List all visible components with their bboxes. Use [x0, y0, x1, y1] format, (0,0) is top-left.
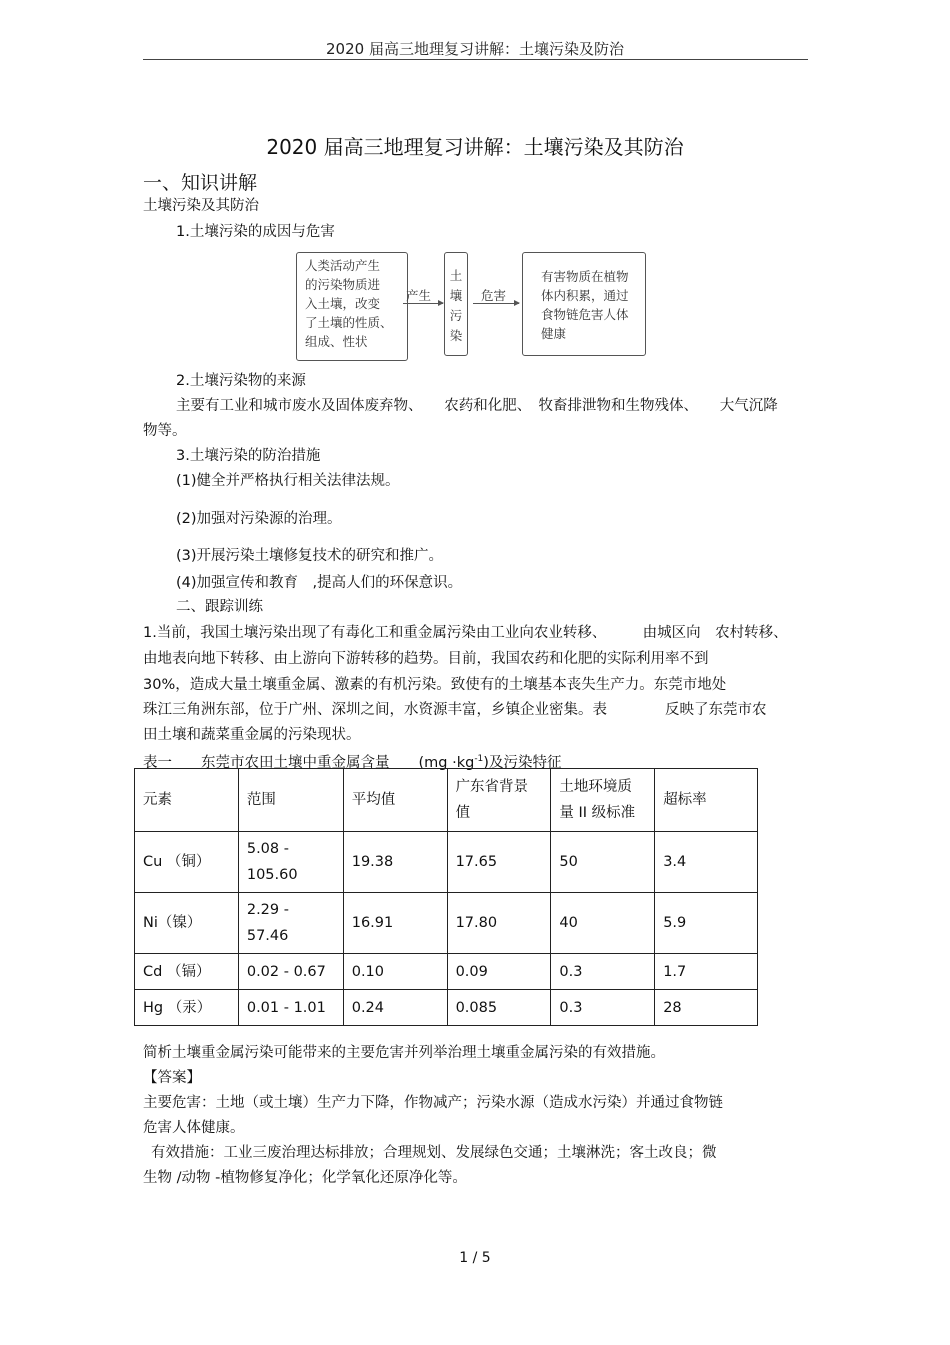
table-caption: 表一 东莞市农田土壤中重金属含量 $(mg \cdot kg^{-1})$及污染特征	[143, 754, 562, 771]
measure-item: (2)加强对污染源的治理。	[176, 511, 342, 527]
table-row	[135, 954, 758, 990]
answer-line: 主要危害：土地（或土壤）生产力下降，作物减产；污染水源（造成水污染）并通过食物链	[143, 1095, 723, 1111]
column-header: 平均值	[343, 769, 447, 832]
column-header: 广东省背景 值	[447, 769, 551, 832]
cell-element: Hg （汞）	[135, 990, 239, 1026]
header-rule	[143, 59, 808, 60]
cell-background: 17.65	[447, 832, 551, 893]
arrow-right-icon	[403, 303, 443, 304]
measure-item: (3)开展污染土壤修复技术的研究和推广。	[176, 548, 444, 564]
cell-standard: 40	[551, 893, 655, 954]
cell-range: 2.29 - 57.46	[238, 893, 343, 954]
cause-line: 组成、性状	[305, 334, 368, 349]
table-row	[135, 990, 758, 1026]
effect-line: 健康	[541, 326, 567, 341]
answer-line: 危害人体健康。	[143, 1120, 245, 1136]
cell-background: 0.09	[447, 954, 551, 990]
answer-line: 有效措施：工业三废治理达标排放；合理规划、发展绿色交通；土壤淋洗；客土改良；微	[151, 1145, 717, 1161]
effect-box	[522, 252, 646, 356]
question-prompt: 简析土壤重金属污染可能带来的主要危害并列举治理土壤重金属污染的有效措施。	[143, 1045, 665, 1061]
column-header: 元素	[135, 769, 239, 832]
arrow-right-icon	[473, 303, 519, 304]
question-text-line: 由地表向地下转移、由上游向下游转移的趋势。目前，我国农药和化肥的实际利用率不到	[143, 651, 709, 667]
cause-line: 人类活动产生	[305, 258, 381, 273]
cell-element: Ni（镍）	[135, 893, 239, 954]
table-header-row	[135, 769, 758, 832]
cell-standard: 50	[551, 832, 655, 893]
cell-mean: 16.91	[343, 893, 447, 954]
item-2-title: 2.土壤污染物的来源	[176, 373, 306, 389]
section-heading-knowledge: 一、知识讲解	[143, 172, 258, 194]
page-number: 1 / 5	[459, 1250, 491, 1266]
cell-mean: 19.38	[343, 832, 447, 893]
cell-range: 0.01 - 1.01	[238, 990, 343, 1026]
cell-mean: 0.10	[343, 954, 447, 990]
cause-line: 的污染物质进	[305, 277, 381, 292]
cell-rate: 5.9	[655, 893, 758, 954]
question-text-line: 珠江三角洲东部，位于广州、深圳之间，水资源丰富，乡镇企业密集。表 反映了东莞市农	[143, 702, 767, 718]
cell-rate: 3.4	[655, 832, 758, 893]
effect-line: 体内积累，通过	[541, 288, 629, 303]
cell-range: 0.02 - 0.67	[238, 954, 343, 990]
arrow-label-harm: 危害	[481, 288, 507, 303]
column-header: 超标率	[655, 769, 758, 832]
question-text-line: 田土壤和蔬菜重金属的污染现状。	[143, 727, 361, 743]
section-heading-practice: 二、跟踪训练	[176, 599, 263, 615]
table-row	[135, 832, 758, 893]
cell-rate: 28	[655, 990, 758, 1026]
question-text-line: 1.当前，我国土壤污染出现了有毒化工和重金属污染由工业向农业转移、 由城区向 农村转移、	[143, 625, 788, 641]
answer-line: 生物 /动物 -植物修复净化；化学氧化还原净化等。	[143, 1170, 467, 1186]
middle-char: 染	[449, 328, 463, 343]
pollutant-sources-line: 物等。	[143, 423, 187, 439]
table-row	[135, 893, 758, 954]
middle-char: 污	[449, 308, 463, 323]
cell-background: 17.80	[447, 893, 551, 954]
cell-standard: 0.3	[551, 954, 655, 990]
cell-mean: 0.24	[343, 990, 447, 1026]
running-header: 2020 届高三地理复习讲解：土壤污染及防治	[326, 40, 624, 58]
measure-item: (1)健全并严格执行相关法律法规。	[176, 473, 400, 489]
middle-char: 土	[449, 268, 463, 283]
answer-label: 【答案】	[143, 1070, 201, 1086]
cause-effect-diagram	[293, 245, 655, 363]
cell-range: 5.08 - 105.60	[238, 832, 343, 893]
cell-standard: 0.3	[551, 990, 655, 1026]
middle-char: 壤	[449, 288, 463, 303]
measure-item: (4)加强宣传和教育 ,提高人们的环保意识。	[176, 575, 463, 591]
column-header: 范围	[238, 769, 343, 832]
cause-line: 了土壤的性质、	[305, 315, 393, 330]
document-title: 2020 届高三地理复习讲解：土壤污染及其防治	[266, 135, 684, 159]
heavy-metal-table	[134, 768, 758, 1026]
column-header: 土地环境质 量 II 级标准	[551, 769, 655, 832]
item-3-title: 3.土壤污染的防治措施	[176, 448, 321, 464]
effect-line: 食物链危害人体	[541, 307, 629, 322]
pollutant-sources-line: 主要有工业和城市废水及固体废弃物、 农药和化肥、 牧畜排泄物和生物残体、 大气沉降	[176, 398, 778, 414]
cause-box	[296, 252, 408, 361]
question-text-line: 30%，造成大量土壤重金属、激素的有机污染。致使有的土壤基本丧失生产力。东莞市地处	[143, 677, 727, 693]
effect-line: 有害物质在植物	[541, 269, 629, 284]
cell-rate: 1.7	[655, 954, 758, 990]
cell-background: 0.085	[447, 990, 551, 1026]
cell-element: Cu （铜）	[135, 832, 239, 893]
cell-element: Cd （镉）	[135, 954, 239, 990]
soil-pollution-box	[444, 252, 468, 356]
section-subheading: 土壤污染及其防治	[143, 198, 259, 214]
item-1-title: 1.土壤污染的成因与危害	[176, 224, 335, 240]
cause-line: 入土壤，改变	[305, 296, 381, 311]
arrow-label-produce: 产生	[406, 288, 432, 303]
